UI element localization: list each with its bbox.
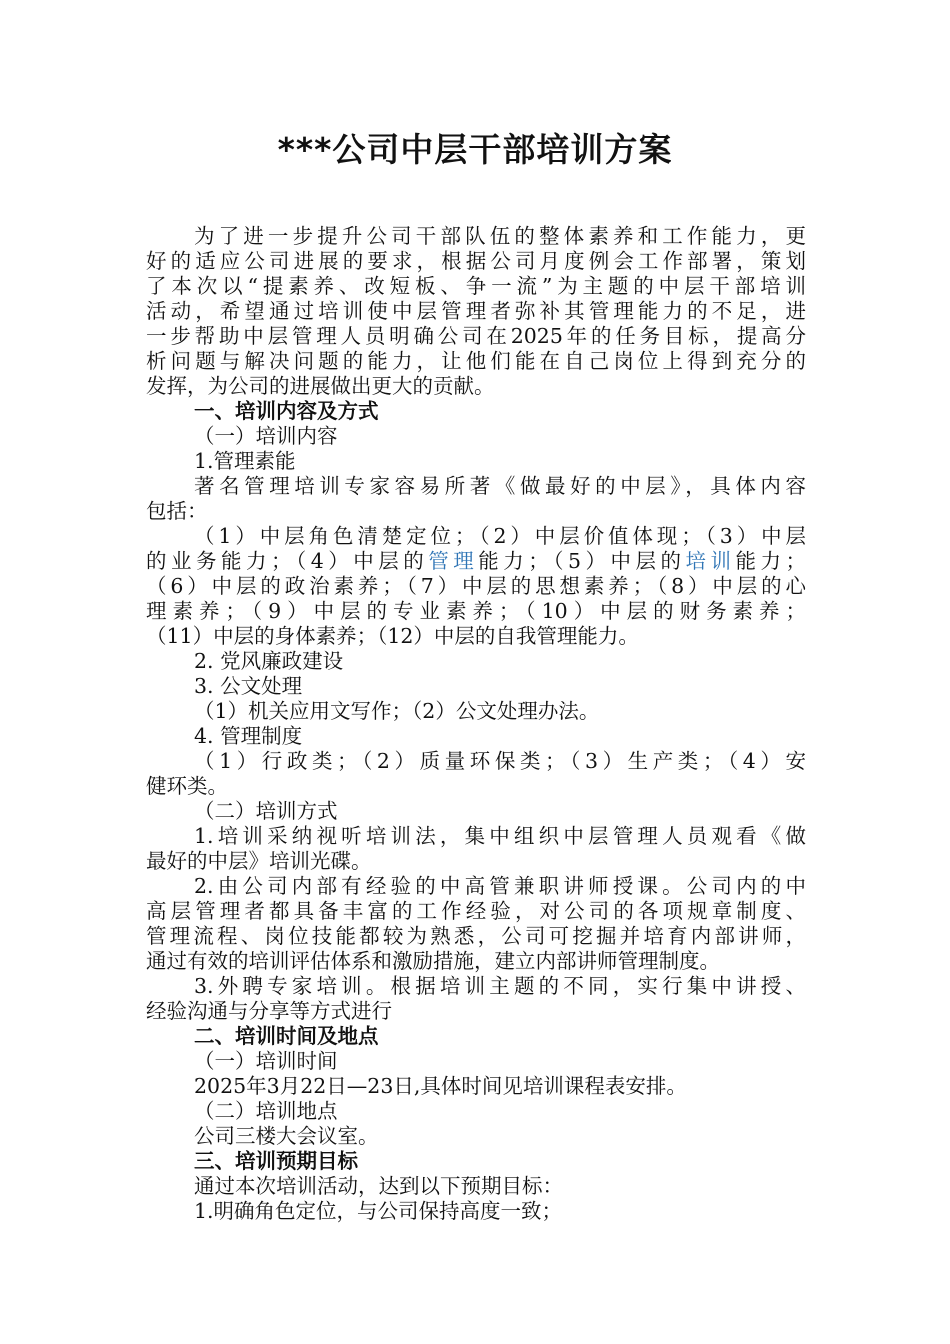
subheading: （一）培训时间	[194, 1049, 338, 1073]
para-intro-line: 活动，希望通过培训使中层管理者弥补其管理能力的不足，进	[146, 299, 806, 323]
body-line: （1）行政类；（2）质量环保类；（3）生产类；（4）安	[194, 749, 806, 773]
subheading: （二）培训地点	[194, 1099, 338, 1123]
para-intro-line: 一步帮助中层管理人员明确公司在2025年的任务目标，提高分	[146, 324, 806, 348]
body-line: 包括：	[146, 499, 208, 523]
text-run: 能力；（5）中层的	[478, 549, 686, 573]
body-line: （1）中层角色清楚定位；（2）中层价值体现；（3）中层	[194, 524, 806, 548]
para-intro-line: 发挥，为公司的进展做出更大的贡献。	[146, 374, 495, 398]
body-line: （6）中层的政治素养；（7）中层的思想素养；（8）中层的心	[146, 574, 806, 598]
body-line: （11）中层的身体素养；（12）中层的自我管理能力。	[146, 624, 639, 648]
para-intro-line: 为了进一步提升公司干部队伍的整体素养和工作能力，更	[194, 224, 806, 248]
subheading: （一）培训内容	[194, 424, 338, 448]
body-line: 管理流程、岗位技能都较为熟悉，公司可挖掘并培育内部讲师，	[146, 924, 806, 948]
body-line: 3.外聘专家培训。根据培训主题的不同，实行集中讲授、	[194, 974, 806, 998]
body-line: 通过有效的培训评估体系和激励措施，建立内部讲师管理制度。	[146, 949, 720, 973]
body-line: 健环类。	[146, 774, 228, 798]
heading-section-1: 一、培训内容及方式	[194, 399, 379, 423]
para-intro-line: 好的适应公司进展的要求，根据公司月度例会工作部署，策划	[146, 249, 806, 273]
item-heading: 3. 公文处理	[194, 674, 303, 698]
text-run: 能力；	[735, 549, 807, 573]
body-line: 理素养；（9）中层的专业素养；（10）中层的财务素养；	[146, 599, 806, 623]
item-heading: 2. 党风廉政建设	[194, 649, 344, 673]
heading-section-2: 二、培训时间及地点	[194, 1024, 379, 1048]
heading-section-3: 三、培训预期目标	[194, 1149, 358, 1173]
text-run: 的业务能力；（4）中层的	[146, 549, 429, 573]
body-line: 高层管理者都具备丰富的工作经验，对公司的各项规章制度、	[146, 899, 806, 923]
document-title: ***公司中层干部培训方案	[277, 130, 673, 169]
body-line: 公司三楼大会议室。	[194, 1124, 379, 1148]
link-guanli[interactable]: 管理	[428, 549, 479, 573]
subheading: （二）培训方式	[194, 799, 338, 823]
item-heading: 4. 管理制度	[194, 724, 303, 748]
link-peixun[interactable]: 培训	[685, 549, 736, 573]
body-line: 1.明确角色定位，与公司保持高度一致；	[194, 1199, 563, 1223]
body-line-with-links	[146, 549, 806, 574]
body-line: （1）机关应用文写作；（2）公文处理办法。	[194, 699, 600, 723]
body-line: 1.培训采纳视听培训法，集中组织中层管理人员观看《做	[194, 824, 806, 848]
body-line: 2.由公司内部有经验的中高管兼职讲师授课。公司内的中	[194, 874, 806, 898]
para-intro-line: 了本次以“提素养、改短板、争一流”为主题的中层干部培训	[146, 274, 806, 298]
body-line: 最好的中层》培训光碟。	[146, 849, 372, 873]
body-line: 著名管理培训专家容易所著《做最好的中层》，具体内容	[194, 474, 806, 498]
body-line: 通过本次培训活动，达到以下预期目标：	[194, 1174, 563, 1198]
body-line: 2025年3月22日—23日,具体时间见培训课程表安排。	[194, 1074, 687, 1098]
item-heading: 1.管理素能	[194, 449, 296, 473]
para-intro-line: 析问题与解决问题的能力，让他们能在自己岗位上得到充分的	[146, 349, 806, 373]
body-line: 经验沟通与分享等方式进行	[146, 999, 392, 1023]
